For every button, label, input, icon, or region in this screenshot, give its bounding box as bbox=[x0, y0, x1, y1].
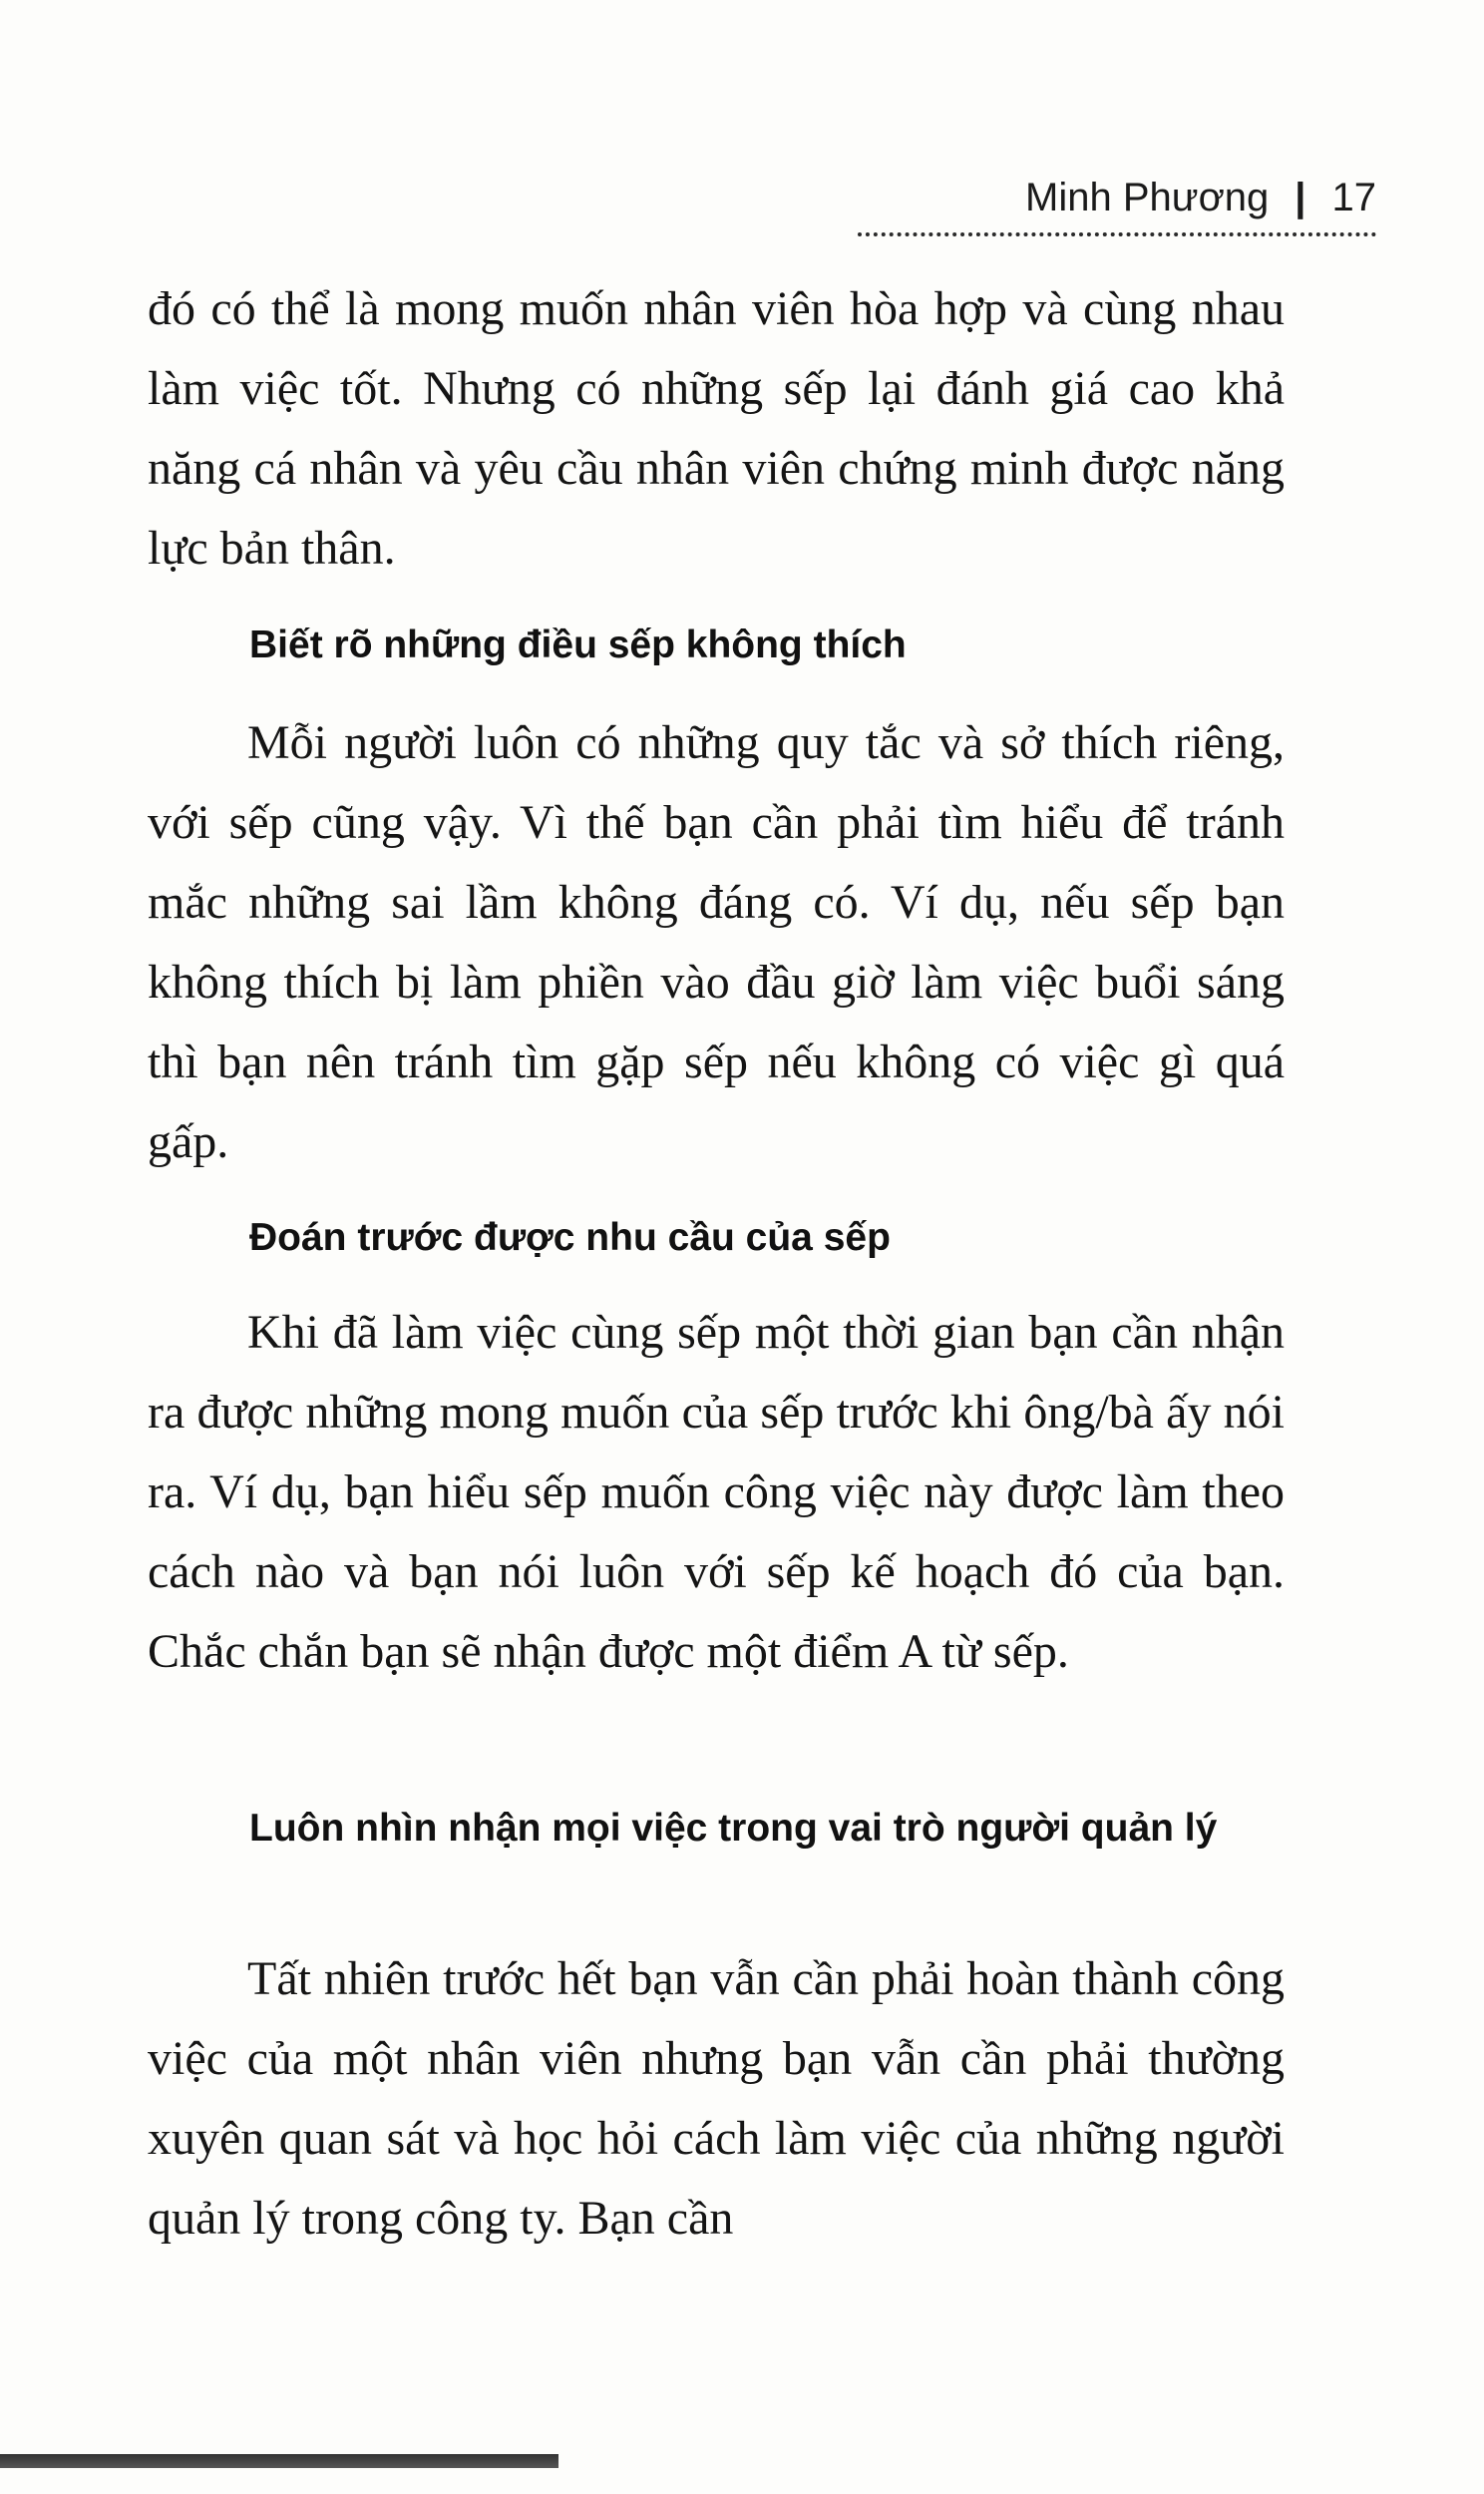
section-heading-needs: Đoán trước được nhu cầu của sếp bbox=[249, 1216, 891, 1259]
page-number: 17 bbox=[1331, 175, 1376, 219]
running-header bbox=[858, 168, 1376, 227]
paragraph-manager: Tất nhiên trước hết bạn vẫn cần phải hoàn thành công việc của một nhân viên nhưng bạn vẫn cần phải thường xuyên quan sát và học hỏi cách làm việc của những người quản lý trong công ty. Bạn cần bbox=[148, 1952, 1285, 2245]
header-separator: | bbox=[1295, 175, 1306, 219]
section-heading-manager: Luôn nhìn nhận mọi việc trong vai trò người quản lý bbox=[249, 1807, 1218, 1850]
paragraph-dislikes: Mỗi người luôn có những quy tắc và sở thích riêng, với sếp cũng vậy. Vì thế bạn cần phải tìm hiểu để tránh mắc những sai lầm không đáng có. Ví dụ, nếu sếp bạn không thích bị làm phiền vào đầu giờ làm việc buổi sáng thì bạn nên tránh tìm gặp sếp nếu không có việc gì quá gấp. bbox=[148, 716, 1285, 1168]
author-name: Minh Phương bbox=[1025, 175, 1270, 219]
scan-edge-shadow bbox=[0, 2454, 558, 2468]
paragraph-needs: Khi đã làm việc cùng sếp một thời gian bạn cần nhận ra được những mong muốn của sếp trước khi ông/bà ấy nói ra. Ví dụ, bạn hiểu sếp muốn công việc này được làm theo cách nào và bạn nói luôn với sếp kế hoạch đó của bạn. Chắc chắn bạn sẽ nhận được một điểm A từ sếp. bbox=[148, 1306, 1285, 1678]
header-dotted-rule bbox=[858, 232, 1376, 236]
section-heading-dislikes: Biết rõ những điều sếp không thích bbox=[249, 624, 907, 666]
paragraph-intro: đó có thể là mong muốn nhân viên hòa hợp và cùng nhau làm việc tốt. Nhưng có những sếp lại đánh giá cao khả năng cá nhân và yêu cầu nhân viên chứng minh được năng lực bản thân. bbox=[148, 282, 1285, 575]
